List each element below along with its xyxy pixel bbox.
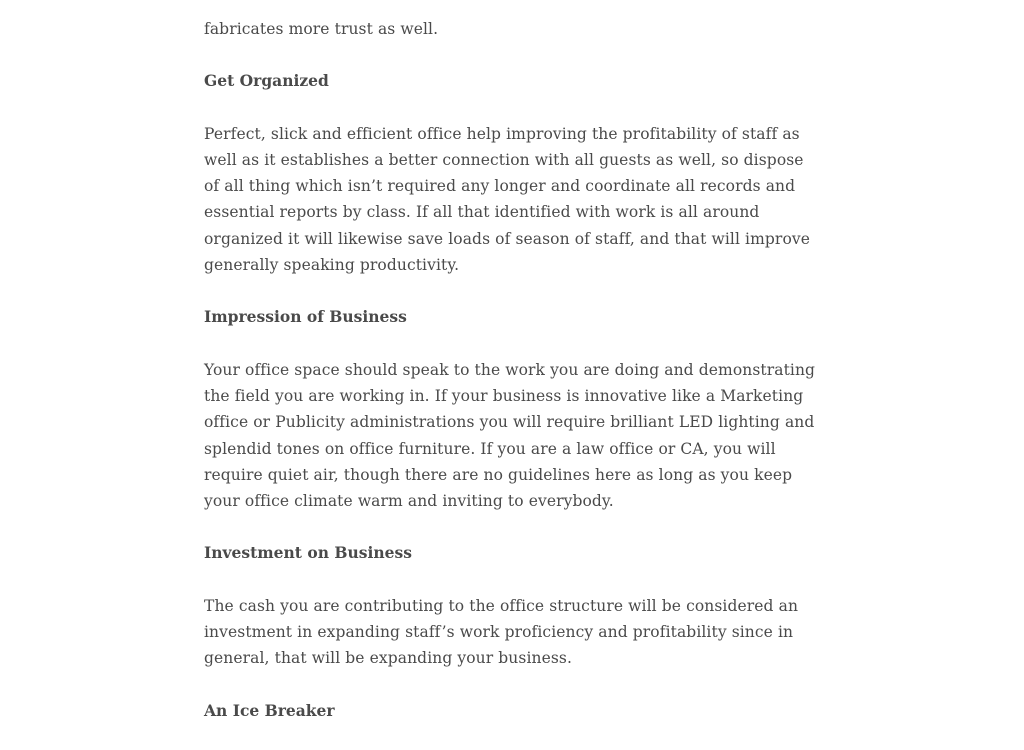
section-heading-an-ice-breaker: An Ice Breaker xyxy=(204,700,335,720)
section-heading-impression-of-business: Impression of Business xyxy=(204,307,407,327)
intro-paragraph-tail: fabricates more trust as well. xyxy=(204,20,439,38)
section-body-investment-on-business: The cash you are contributing to the office structure will be considered an investment in expanding staff’s work proficiency and profitability since in general, that will be expanding your business. xyxy=(204,596,799,668)
section-heading-get-organized: Get Organized xyxy=(204,71,329,91)
section-body-get-organized: Perfect, slick and efficient office help improving the profitability of staff as well as it establishes a better connection with all guests as well, so dispose of all thing which isn’t required any longer and coordinate all records and essential reports by class. If all that identified with work is all around organized it will likewise save loads of season of staff, and that will improve generally speaking productivity. xyxy=(204,124,811,275)
section-body-impression-of-business: Your office space should speak to the work you are doing and demonstrating the field you are working in. If your business is innovative like a Marketing office or Publicity administrations you will require brilliant LED lighting and splendid tones on office furniture. If you are a law office or CA, you will require quiet air, though there are no guidelines here as long as you keep your office climate warm and inviting to everybody. xyxy=(204,360,816,511)
article-body xyxy=(204,16,820,750)
section-heading-investment-on-business: Investment on Business xyxy=(204,543,412,563)
